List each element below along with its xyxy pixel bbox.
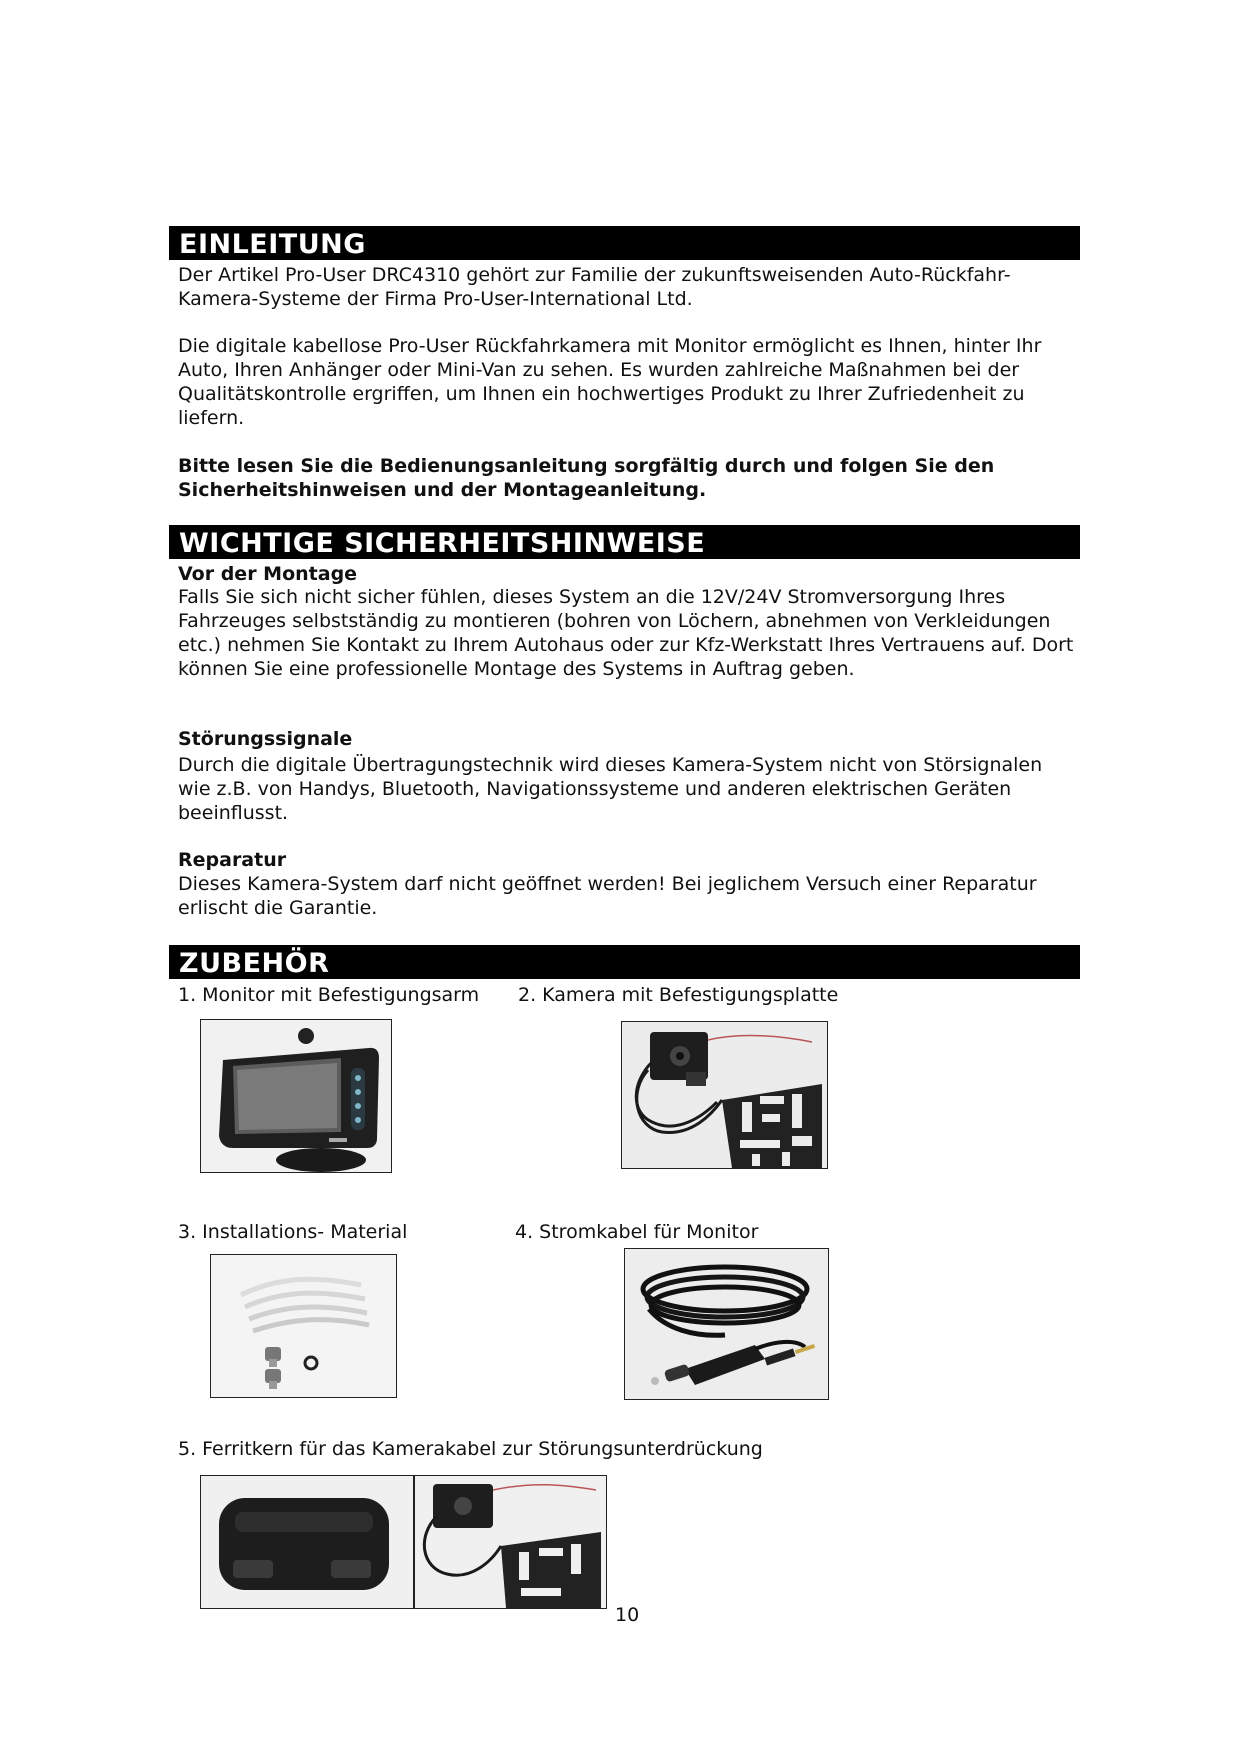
intro-notice: Bitte lesen Sie die Bedienungsanleitung sorgfältig durch und folgen Sie den Sicherheitshinweisen und der Montageanleitung. [178, 455, 995, 501]
accessory-label-camera: 2. Kamera mit Befestigungsplatte [518, 984, 839, 1006]
section-header-einleitung [165, 226, 1080, 260]
intro-paragraph-1: Der Artikel Pro-User DRC4310 gehört zur Familie der zukunftsweisenden Auto-Rückfahr-Kamera-Systeme der Firma Pro-User-International Ltd. [178, 264, 1011, 310]
reparatur-paragraph: Dieses Kamera-System darf nicht geöffnet werden! Bei jeglichem Versuch einer Reparatur erlischt die Garantie. [178, 873, 1037, 919]
section-header-zubehoer [165, 945, 1080, 979]
subheading-stoerung: Störungssignale [178, 728, 353, 750]
header-marker [165, 226, 169, 260]
stoerung-paragraph: Durch die digitale Übertragungstechnik wird dieses Kamera-System nicht von Störsignalen wie z.B. von Handys, Bluetooth, Navigationssysteme und anderen elektrischen Geräten beeinflusst. [178, 754, 1043, 824]
subheading-reparatur: Reparatur [178, 849, 287, 871]
accessory-label-power-cable: 4. Stromkabel für Monitor [515, 1221, 759, 1243]
section-title-einleitung: EINLEITUNG [179, 229, 366, 260]
accessory-label-monitor: 1. Monitor mit Befestigungsarm [178, 984, 480, 1006]
header-marker [165, 525, 169, 559]
accessory-label-ferrite: 5. Ferritkern für das Kamerakabel zur Störungsunterdrückung [178, 1438, 763, 1460]
installation-material-photo [210, 1254, 397, 1398]
page-number: 10 [615, 1604, 640, 1626]
intro-paragraph-2: Die digitale kabellose Pro-User Rückfahrkamera mit Monitor ermöglicht es Ihnen, hinter Ihr Auto, Ihren Anhänger oder Mini-Van zu sehen. Es wurden zahlreiche Maßnahmen bei der Qualitätskontrolle ergriffen, um Ihnen ein hochwertiges Produkt zu Ihrer Zufriedenheit zu liefern. [178, 335, 1042, 429]
montage-paragraph: Falls Sie sich nicht sicher fühlen, dieses System an die 12V/24V Stromversorgung Ihres Fahrzeuges selbstständig zu montieren (bohren von Löchern, abnehmen von Verkleidungen etc.) nehmen Sie Kontakt zu Ihrem Autohaus oder zur Kfz-Werkstatt Ihres Vertrauens auf. Dort können Sie eine professionelle Montage des Systems in Auftrag geben. [178, 586, 1074, 680]
subheading-montage: Vor der Montage [178, 563, 358, 585]
header-marker [165, 945, 169, 979]
power-cable-photo [624, 1248, 829, 1400]
camera-photo [621, 1021, 828, 1169]
accessory-label-installation: 3. Installations- Material [178, 1221, 408, 1243]
ferrite-core-photo-group [200, 1475, 607, 1609]
section-header-sicherheit [165, 525, 1080, 559]
section-title-sicherheit: WICHTIGE SICHERHEITSHINWEISE [179, 528, 706, 559]
section-title-zubehoer: ZUBEHÖR [179, 948, 330, 979]
monitor-photo [200, 1019, 392, 1173]
